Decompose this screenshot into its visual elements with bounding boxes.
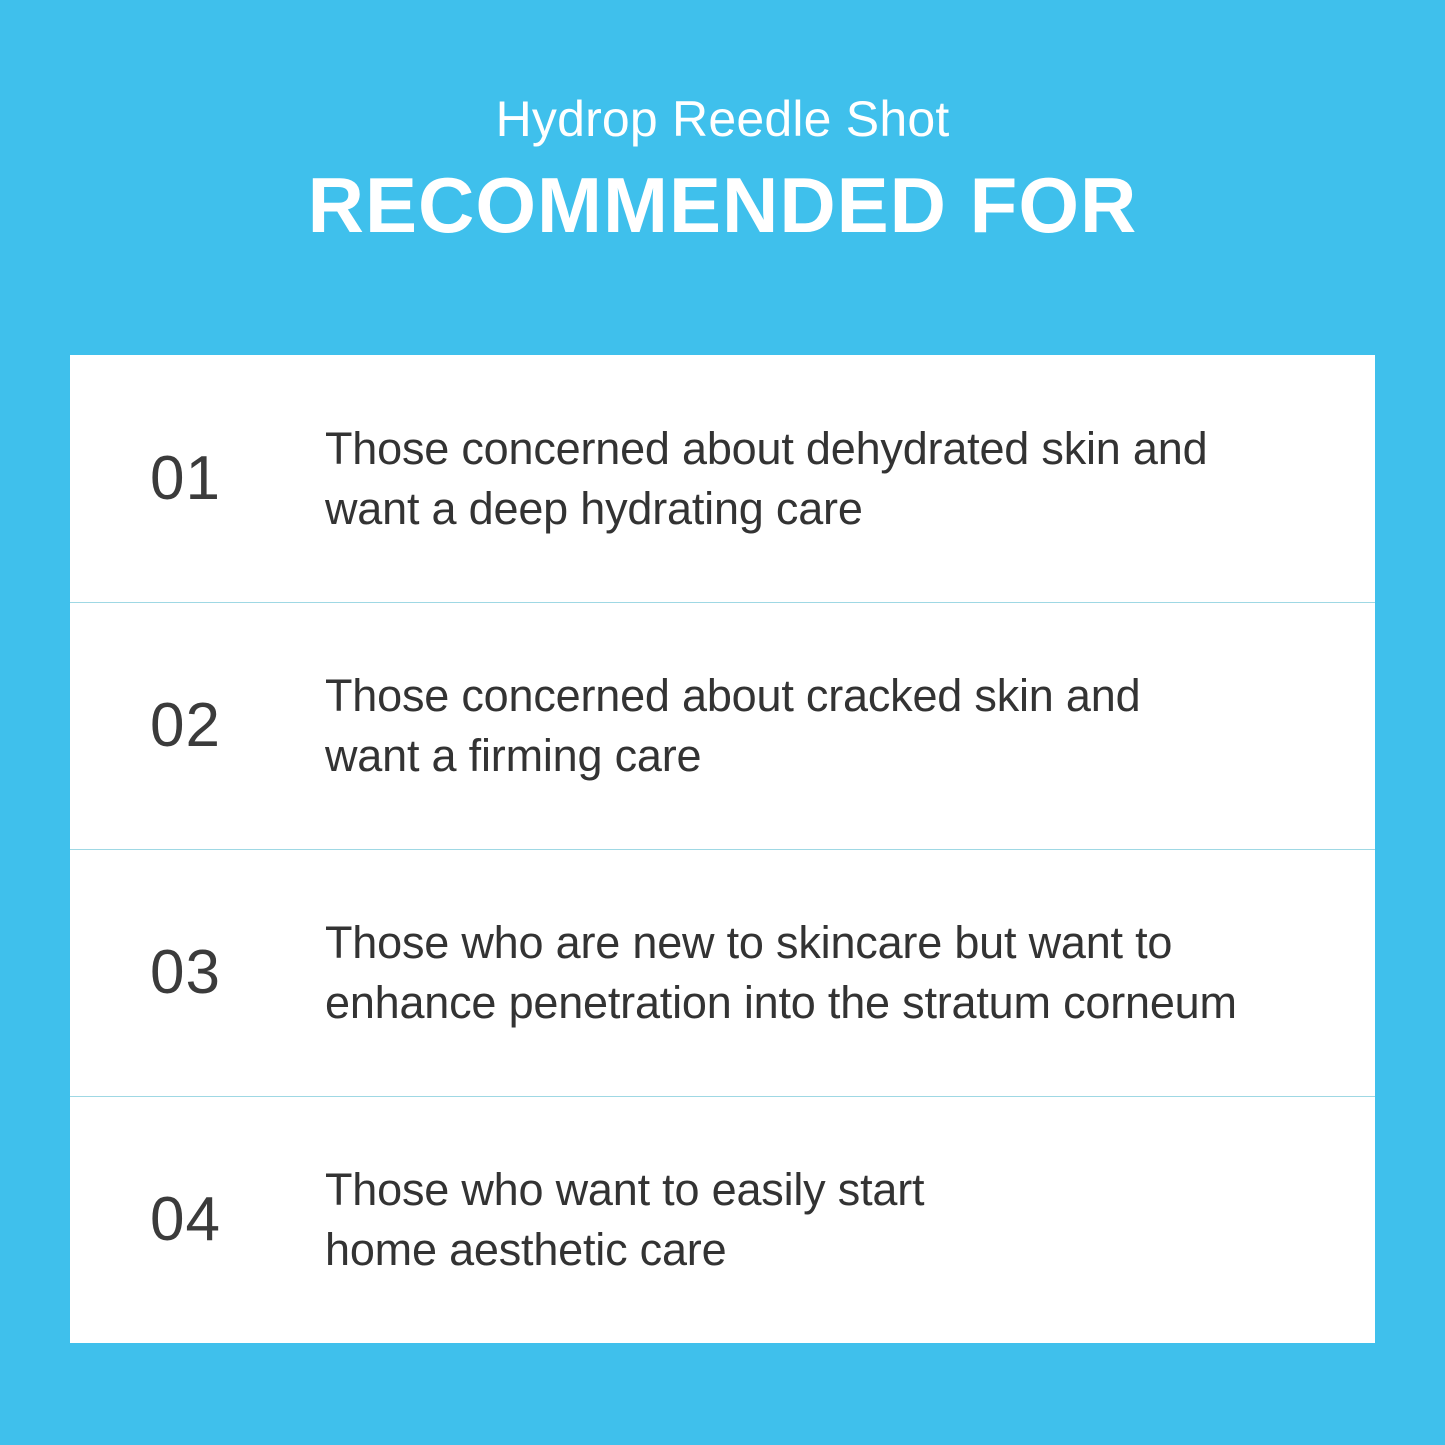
list-item	[70, 849, 1375, 1096]
list-item-line: enhance penetration into the stratum corneum	[325, 977, 1237, 1028]
list-item-line: Those concerned about dehydrated skin and	[325, 422, 1208, 474]
page-title: RECOMMENDED FOR	[307, 161, 1138, 249]
list-item-text	[325, 666, 1140, 786]
list-item	[70, 355, 1375, 602]
list-item	[70, 602, 1375, 849]
list-item-line: Those who are new to skincare but want to	[325, 917, 1173, 969]
list-item-number: 04	[150, 1185, 221, 1254]
list-item-text	[325, 913, 1237, 1033]
product-name: Hydrop Reedle Shot	[495, 91, 950, 147]
header	[0, 0, 1445, 251]
list-item-line: want a deep hydrating care	[325, 482, 863, 534]
recommendation-list	[70, 355, 1375, 1343]
list-item-line: want a firming care	[325, 730, 702, 781]
list-item-number: 02	[150, 691, 221, 760]
list-item-line: Those who want to easily start	[325, 1164, 925, 1216]
list-item-text	[325, 419, 1207, 539]
list-item-line: home aesthetic care	[325, 1224, 727, 1275]
list-item-text	[325, 1160, 924, 1280]
list-item-number: 03	[150, 938, 221, 1007]
list-item	[70, 1096, 1375, 1343]
list-item-number: 01	[150, 443, 221, 513]
list-item-line: Those concerned about cracked skin and	[325, 670, 1141, 722]
